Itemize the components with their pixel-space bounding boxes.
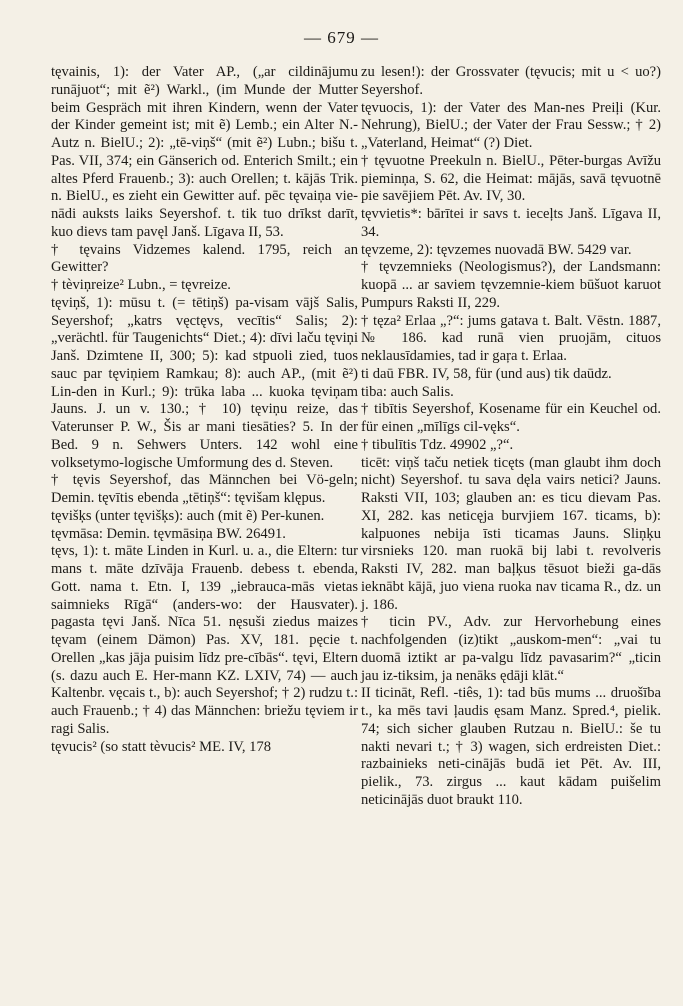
entry-tevmasa: tęvmāsa: Demin. tęvmāsiņa BW. 26491.	[51, 525, 286, 542]
entry-tevuotne: † tęvuotne Preekuln n. BielU., Pēter-burgas Avīžu pieminņa, S. 62, die Heimat: mājās, savā tęvuotnē pie savējiem Pēt. Av. IV, 30.	[361, 152, 661, 205]
entry-tevzeme: tęvzeme, 2): tęvzemes nuovadā BW. 5429 var.	[361, 241, 632, 258]
entry-tevucis: tęvucis² (so statt tèvucis² ME. IV, 178	[51, 738, 272, 755]
entry-tevzemnieks: † tęvzemnieks (Neologismus?), der Landsmann: kuopā ... ar saviem tęvzemnie-kiem būšuot karuot Pumpurs Raksti II, 229.	[361, 259, 661, 311]
entry-tevvietis: tęvvietis*: bārītei ir savs t. ieceļts Janš. Līgava II, 34.	[361, 206, 661, 240]
entry-ticin: † ticin PV., Adv. zur Hervorhebung eines nachfolgenden (iz)tikt „auskom-men“: „vai tu duomā iztikt ar pa-valgu līdz pavasarim?“ „ticin jau iz-tiksim, ja nenāks ędāji klāt.“	[361, 614, 661, 684]
entry-tevins: tęviņš, 1): mūsu t. (= tētiņš) pa-visam vājš Salis, Seyershof; „katrs vęctęvs, vecītis“ Salis; 2): „verächtl. für Taugenichts“ Diet.; 4): dīvi laču tęviņi Janš. Dzimtene II, 300; 5): kad stpuoli zied, tuos sauc par tęviņiem Ramkau; 8): auch AP., (mit ẽ²) Lin-den in Kurl.; 9): trūka laba ... kuoka tęviņam Jauns. J. un v. 130.; † 10) tęviņu reize, das Vaterunser P. W., Šis ar mani tiesāties? 5. In der Bed. 9 n. Sehwers Unters. 142 wohl eine volksetymo-logische Umformung des d. Steven.	[51, 294, 358, 471]
right-column	[361, 64, 661, 810]
entry-tevainis: tęvainis, 1): der Vater AP., („ar cildinājumu runājuot“; mit ẽ²) Warkl., (im Munde der Mutter beim Gespräch mit ihren Kindern, wenn der Vater der Kinder gemeint ist; mit ẽ) Lemb.; ein Alter N.-Autz n. BielU.; 2): „tē-viņš“ (mit ẽ²) Lubn.; bišu t. Pas. VII, 374; ein Gänserich od. Enterich Smilt.; ein altes Pferd Frauenb.; 3): auch Orellen; t. kājās Trik. n. BielU., es zieht ein Gewitter auf. pēc tęvaiņa vie-nādi auksts laiks Seyershof. t. tik tuo drīkst darīt, kuo dievs tam pavęl Janš. Līgava II, 53.	[51, 64, 358, 240]
entry-teza: † tęza² Erlaa „?“: jums gatava t. Balt. Vēstn. 1887, № 186. kad runā vien pruojām, cituos neklausīdamies, tad ir gaŗa t. Erlaa.	[361, 312, 661, 364]
entry-tevs: tęvs, 1): t. māte Linden in Kurl. u. a., die Eltern: tur mans t. māte dzīvāja Frauenb. debess t. ebenda, Gott. nama t. Etn. I, 139 „iebrauca-mās vietas saimnieks Rīgā“ (anders-wo: der Hausvater). pagasta tęvi Janš. Nīca 51. nęsuši ziedus maizes tęvam (einem Dämon) Pas. XV, 181. pęcie t. Orellen „kas jāja puisim līdz pre-cībās“. tęvi, Eltern (s. dazu auch E. Her-mann KZ. LXIV, 74) — auch Kaltenbr. vęcais t., b): auch Seyershof; † 2) rudzu t.: auch Frauenb.; † 4) das Männchen: briežu tęviem ir ragi Salis.	[51, 543, 358, 737]
left-column	[51, 64, 358, 756]
entry-tevinreize: † tèviņreize² Lubn., = tęvreize.	[51, 277, 231, 293]
entry-tevucis-cont: zu lesen!): der Grossvater (tęvucis; mit u < uo?) Seyershof.	[361, 64, 661, 98]
entry-tevuocis: tęvuocis, 1): der Vater des Man-nes Preiļi (Kur. Nehrung), BielU.; der Vater der Frau Sessw.; † 2) „Vaterland, Heimat“ (?) Diet.	[361, 99, 661, 151]
entry-ticinat: II ticināt, Refl. -tiês, 1): tad būs mums ... druošība t., ka mēs tavi ļaudis ęsam Manz. Spred.⁴, pielik. 74; sich sicher glauben Rutzau n. BielU.: še tu nakti nevari t.; † 3) wagen, sich erdreisten Diet.: razbainieks neti-cinājās budā iet Pēt. Av. III, pielik., 73. zirgus ... kaut kādam puišelim neticinājās duot braukt 110.	[361, 685, 661, 808]
entry-teviskis: tęvišķs (unter tęvišķs): auch (mit ẽ) Per-kunen.	[51, 507, 325, 524]
entry-tiba: tiba: auch Salis.	[361, 383, 454, 400]
entry-tevains: † tęvains Vidzemes kalend. 1795, reich an Gewitter?	[51, 241, 358, 276]
entry-ti: ti dаū FBR. IV, 58, für (und aus) tik daūdz.	[361, 365, 612, 382]
entry-tibitis: † tibītis Seyershof, Kosename für ein Keuchel od. für einen „mīlīgs cil-vęks“.	[361, 401, 661, 435]
page-number: — 679 —	[304, 28, 379, 47]
entry-ticet: ticēt: viņš taču netiek ticęts (man glaubt ihm doch nicht) Seyershof. tu sava dęla vairs netici? Jauns. Raksti VII, 103; glauben an: es ticu dievam Pas. XI, 282. kas neticęja burvjiem 167. ticams, b): kalpuones nebija īsti ticamas Jauns. Sliņķu virsnieks 120. man ruokā bij labi t. revolveris Raksti IV, 282. man baļķus tēsuot bieži ga-dās ieknābt kājā, juo viena ruoka nav ticama R., dz. un j. 186.	[361, 454, 661, 613]
entry-tibulitis: † tibulītis Tdz. 49902 „?“.	[361, 436, 514, 453]
entry-tevis: † tęvis Seyershof, das Männchen bei Vö-geln; Demin. tęvītis ebenda „tētiņš“: tęvišam klępus.	[51, 472, 358, 506]
